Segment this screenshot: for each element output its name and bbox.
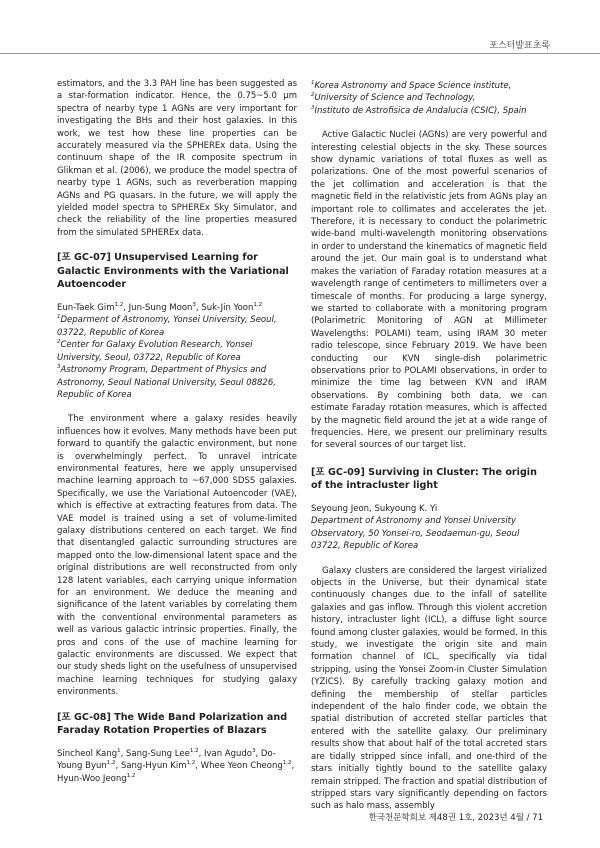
affil-text: Astronomy Program, Department of Physics and Astronomy, Seoul National University, Seoul 08826, Republic of Korea (57, 365, 276, 400)
gc09-authors: Seyoung Jeon, Sukyoung K. Yi (311, 503, 438, 514)
gc07-authors: Eun-Taek Gim$^{1,2}$, Jun-Sung Moon$^3$, Suk-Jin Yoon$^{1,2}$ (57, 302, 263, 314)
header-divider (0, 53, 600, 54)
affil-text: Center for Galaxy Evolution Research, Yonsei University, Seoul, 03722, Republic of Korea (57, 340, 253, 363)
gc08-title: [포 GC-08] The Wide Band Polarization and Faraday Rotation Properties of Blazars (57, 711, 288, 737)
author-sup: 1,2 (189, 748, 199, 755)
gc07-affiliation (57, 339, 297, 364)
affil-text: Instituto de Astrofisica de Andalucia (CSIC), Spain (314, 105, 527, 116)
gc09-abstract: Galaxy clusters are considered the largest virialized objects in the Universe, but their dynamical state continuously changes due to the infall of satellite galaxies and gas inflow. Through this violent accretion history, intracluster light (ICL), a diffuse light source found among cluster galaxies, would be formed. In this study, we investigate the origin site and main formation channel of ICL, specifically via tidal stripping, using the Yonsei Zoom-in Cluster Simulation (YZiCS). By carefully tracking galaxy motion and defining the membership of stellar particles independent of the halo finder code, we obtain the spatial distribution of accreted stellar particles that entered with the satellite galaxy. Our preliminary results show that about half of the total accreted stars are tidally stripped since infall, and one-third of the stars initially tightly bound to the satellite galaxy remain stripped. The fraction and spatial distribution of stripped stars vary significantly depending on factors such as halo mass, assembly (311, 565, 547, 812)
left-column (57, 78, 297, 785)
author-name: Ivan Agudo (203, 748, 252, 759)
gc08-abstract: Active Galactic Nuclei (AGNs) are very powerful and interesting celestial objects in the sky. These sources show dynamic variations of total fluxes as well as polarizations. One of the most powerful scenarios of the jet collimation and acceleration is that the magnetic field in the relativistic jets from AGNs play an important role to collimates and accelerates the jet. Therefore, it is necessary to conduct the polarimetric wide-band multi-wavelength monitoring observations in order to understand the kinematics of magnetic field around the jet. Our main goal is to understand what makes the variation of Faraday rotation measures at a wavelength range of centimeters to millimeters over a timescale of months. For producing a large synergy, we started to collaborate with a monitoring program (Polarimetric Monitoring of AGN at Millimeter Wavelengths: POLAMI) team, using IRAM 30 meter radio telescope, since February 2019. We have been conducting our KVN single-dish polarimetric observations prior to POLAMI observations, in order to minimize the time lag between KVN and IRAM observations. By combining both data, we can estimate Faraday rotation measures, which is affected by the magnetic field around the jet at a wide range of frequencies. Here, we present our preliminary results for several sources of our target list. (311, 130, 547, 451)
author-sup: 1,2 (106, 760, 116, 767)
gc08-affiliation (311, 105, 547, 117)
author-sup: 3 (252, 748, 256, 755)
affil-text: Korea Astronomy and Space Science institute, (314, 81, 512, 91)
affil-text: University of Science and Technology, (314, 93, 476, 104)
affil-sup: 2 (311, 92, 315, 99)
author-name: Hyun-Woo Jeong (57, 773, 127, 784)
author-sup: 1,2 (186, 760, 196, 767)
gc08-authors: Sincheol Kang$^1$, Sang-Sung Lee$^{1,2}$, Ivan Agudo$^3$, Do-Young Byun$^{1,2}$, Sang-Hyun Kim$^{1,2}$, Whee Yeon Cheong$^{1,2}$, Hyun-Woo Jeong$^{1,2}$ (57, 748, 295, 784)
author-name: Sang-Hyun Kim (120, 761, 187, 772)
author-name: Sang-Sung Lee (126, 748, 190, 759)
intro-paragraph: estimators, and the 3.3 PAH line has been suggested as a star-formation indicator. Hence, the 0.75~5.0 μm spectra of nearby type 1 AGNs are very important for investigating the BHs and their host galaxies. In this work, we test how these line properties can be accurately measured via the SPHEREx data. Using the continuum shape of the IR composite spectrum in Glikman et al. (2006), we produce the model spectra of nearby type 1 AGNs, such as reverberation mapping AGNs and PG quasars. In the future, we will apply the yielded model spectra to SPHEREx Sky Simulator, and check the reliability of the line properties measured from the simulated SPHEREx data. (57, 79, 297, 238)
affil-sup: 3 (311, 104, 315, 111)
gc09-affiliation: Department of Astronomy and Yonsei University Observatory, 50 Yonsei-ro, Seodaemun-gu, Seoul 03722, Republic of Korea (311, 516, 520, 552)
author-sup: 1 (117, 748, 121, 755)
right-column (311, 80, 547, 813)
gc07-affiliation (57, 364, 297, 401)
affil-text: Deparment of Astronomy, Yonsei University, Seoul, 03722, Republic of Korea (57, 315, 277, 338)
gc09-title: [포 GC-09] Surviving in Cluster: The origin of the intracluster light (311, 466, 537, 492)
author-name: Jun-Sung Moon (128, 303, 193, 314)
gc07-affiliation (57, 314, 297, 339)
author-sup: 1,2 (282, 760, 292, 767)
affil-sup: 3 (57, 364, 61, 371)
author-name: Whee Yeon Cheong (200, 761, 283, 772)
affil-sup: 1 (311, 80, 315, 87)
author-name: Eun-Taek Gim (57, 303, 115, 314)
author-sup: 3 (192, 302, 196, 309)
affil-sup: 2 (57, 339, 61, 346)
gc08-affiliation (311, 80, 547, 92)
gc07-abstract: The environment where a galaxy resides heavily influences how it evolves. Many methods have been put forward to quantify the galactic environment, but none is overwhelmingly perfect. To unravel intricate environmental features, here we apply unsupervised machine learning approach to ~67,000 SDSS galaxies. Specifically, we use the Variational Autoencoder (VAE), which is effective at extracting features from data. The VAE model is trained using a set of volume-limited galaxy distributions centered on each target. We find that disentangled galactic surrounding structures are mapped onto the low-dimensional latent space and the original distributions are well reconstructed from only 128 latent variables, each carrying unique information for an environment. We deduce the meaning and significance of the latent variables by correlating them with the conventional environmental parameters as well as various galactic intrinsic properties. Finally, the pros and cons of the use of machine learning for galactic environments are discussed. We expect that our study sheds light on the usefulness of unsupervised machine learning techniques for studying galaxy environments. (57, 414, 297, 698)
author-sup: 1,2 (114, 302, 124, 309)
footer-citation: 한국천문학회보 제48권 1호, 2023년 4월 / 71 (368, 813, 543, 823)
author-name: Do-Young Byun (57, 748, 276, 772)
author-name: Sincheol Kang (57, 748, 118, 759)
gc07-title: [포 GC-07] Unsupervised Learning for Galactic Environments with the Variational Autoencoder (57, 252, 289, 291)
author-sup: 1,2 (253, 302, 263, 309)
author-name: Suk-Jin Yoon (201, 303, 254, 314)
gc08-affiliation (311, 92, 547, 104)
header-section-label: 포스터발표초록 (489, 41, 550, 51)
author-sup: 1,2 (126, 772, 136, 779)
affil-sup: 1 (57, 314, 61, 321)
